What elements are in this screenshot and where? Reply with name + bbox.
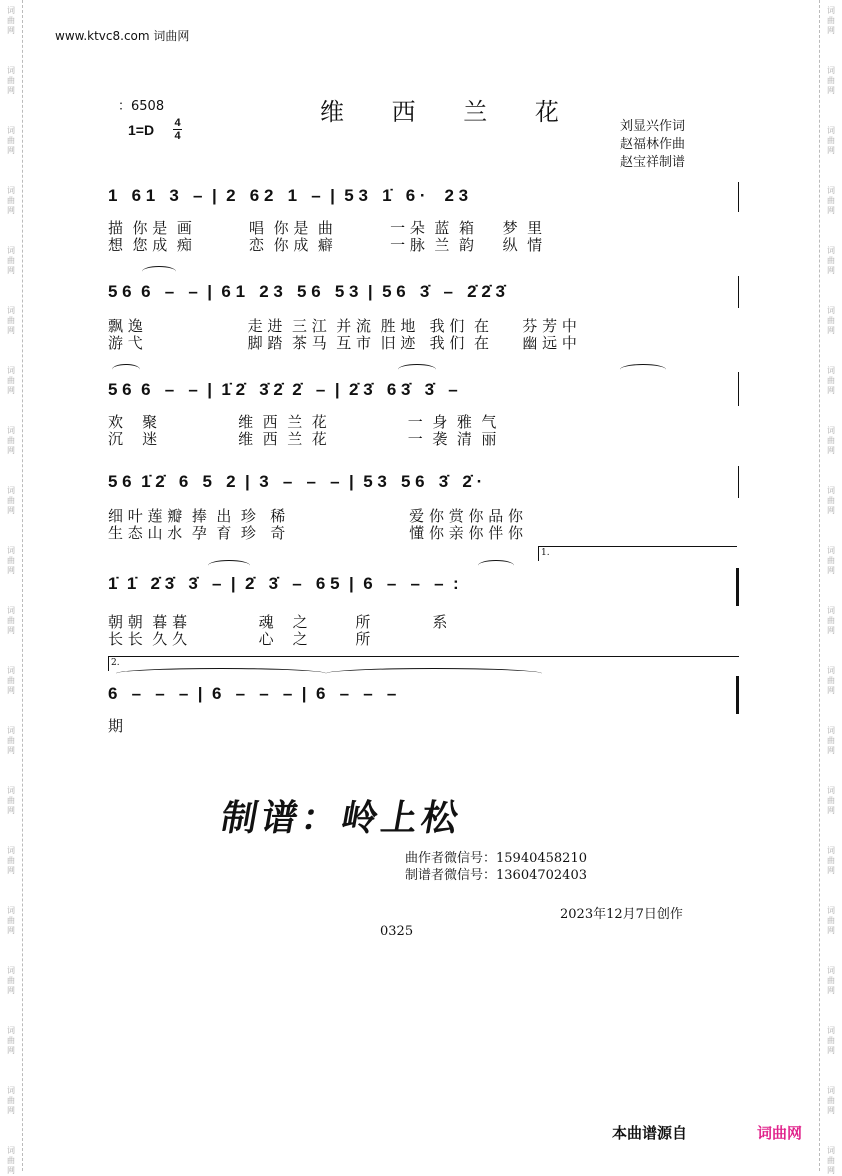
watermark-text: 词 曲 网 xyxy=(827,366,835,395)
key-signature: 1=D xyxy=(128,122,155,138)
watermark-text: 词 曲 网 xyxy=(7,126,15,155)
score-line-4 xyxy=(108,466,741,544)
maker-wechat: 制谱者微信号：13604702403 xyxy=(405,868,587,883)
notation: 1̇ 1̇ 2̇ 3̇ 3̇ – | 2̇ 3̇ – 6 5 | 6 – – – : xyxy=(108,574,459,593)
watermark-text: 词 曲 网 xyxy=(7,606,15,635)
watermark-text: 词 曲 网 xyxy=(827,666,835,695)
watermark-text: 词 曲 网 xyxy=(827,6,835,35)
maker-signature: 制谱：岭上松 xyxy=(217,797,466,839)
watermark-text: 词 曲 网 xyxy=(827,726,835,755)
watermark-text: 词 曲 网 xyxy=(827,246,835,275)
watermark-text: 词 曲 网 xyxy=(7,906,15,935)
tie xyxy=(208,560,250,571)
time-signature-top: 4 xyxy=(174,117,181,129)
watermark-text: 词 曲 网 xyxy=(7,6,15,35)
watermark-text: 词 曲 网 xyxy=(827,606,835,635)
watermark-text: 词 曲 网 xyxy=(7,666,15,695)
watermark-text: 词 曲 网 xyxy=(7,426,15,455)
first-ending-label: 1. xyxy=(541,548,550,558)
notation: 5 6 6 – – | 6 1 2 3 5 6 5 3 | 5 6 3̇ – 2̇ 2̇ 3̇ xyxy=(108,282,505,301)
watermark-text: 词 曲 网 xyxy=(7,546,15,575)
source-site-link[interactable]: 词曲网 xyxy=(757,1124,803,1142)
watermark-text: 词 曲 网 xyxy=(7,366,15,395)
lyrics-verse-2: 想 您 成 痴 恋 你 成 癖 一 脉 兰 韵 纵 情 xyxy=(108,236,543,254)
lyrics-verse-2: 生 态 山 水 孕 育 珍 奇 懂 你 亲 你 伴 你 xyxy=(108,524,524,542)
watermark-text: 词 曲 网 xyxy=(827,426,835,455)
watermark-text: 词 曲 网 xyxy=(827,66,835,95)
watermark-text: 词 曲 网 xyxy=(7,726,15,755)
score-line-5 xyxy=(108,546,741,650)
watermark-text: 词 曲 网 xyxy=(7,846,15,875)
watermark-text: 词 曲 网 xyxy=(827,546,835,575)
watermark-text: 词 曲 网 xyxy=(827,1026,835,1055)
first-ending-bracket xyxy=(538,546,737,561)
barline xyxy=(738,372,739,406)
tie xyxy=(112,364,140,375)
watermark-text: 词 曲 网 xyxy=(827,1086,835,1115)
watermark-text: 词 曲 网 xyxy=(7,1026,15,1055)
score-code: ：6508 xyxy=(118,99,165,114)
final-barline xyxy=(736,676,739,714)
lyricist-credit: 刘显兴作词 xyxy=(620,119,686,134)
right-watermark-strip xyxy=(819,0,842,1175)
watermark-text: 词 曲 网 xyxy=(827,1146,835,1175)
tie xyxy=(620,364,666,375)
tie xyxy=(142,266,176,277)
watermark-text: 词 曲 网 xyxy=(827,126,835,155)
watermark-text: 词 曲 网 xyxy=(7,1086,15,1115)
lyrics-verse-2: 游 弋 脚 踏 茶 马 互 市 旧 迹 我 们 在 幽 远 中 xyxy=(108,334,577,352)
watermark-text: 词 曲 网 xyxy=(827,186,835,215)
watermark-text: 词 曲 网 xyxy=(827,966,835,995)
wechat-info xyxy=(405,850,587,884)
lyrics-verse-1: 飘 逸 走 进 三 江 并 流 胜 地 我 们 在 芬 芳 中 xyxy=(108,317,577,335)
watermark-text: 词 曲 网 xyxy=(7,186,15,215)
lyrics-verse-1: 欢 聚 维 西 兰 花 一 身 雅 气 xyxy=(108,413,497,431)
watermark-text: 词 曲 网 xyxy=(7,1146,15,1175)
score-line-3 xyxy=(108,372,741,450)
creation-date: 2023年12月7日创作 xyxy=(560,907,683,922)
barline xyxy=(738,466,739,498)
second-ending-label: 2. xyxy=(111,658,120,668)
score-line-6 xyxy=(108,656,741,738)
lyrics-verse-1: 细 叶 莲 瓣 捧 出 珍 稀 爱 你 赏 你 品 你 xyxy=(108,507,524,525)
tie xyxy=(478,560,514,571)
tie xyxy=(116,668,326,679)
song-title: 维 西 兰 花 xyxy=(320,98,579,126)
time-signature-bottom: 4 xyxy=(174,130,181,142)
time-signature xyxy=(173,117,182,142)
notation: 6 – – – | 6 – – – | 6 – – – xyxy=(108,684,397,703)
notation: 5 6 1̇ 2̇ 6 5 2 | 3 – – – | 5 3 5 6 3̇ 2̇ · xyxy=(108,472,483,491)
composer-credit: 赵福林作曲 xyxy=(620,137,686,152)
watermark-text: 词 曲 网 xyxy=(7,306,15,335)
watermark-text: 词 曲 网 xyxy=(7,486,15,515)
left-watermark-strip xyxy=(0,0,23,1175)
score-line-2 xyxy=(108,276,741,354)
tie xyxy=(326,668,542,679)
watermark-text: 词 曲 网 xyxy=(827,846,835,875)
lyrics-verse-2: 长 长 久 久 心 之 所 xyxy=(108,630,371,648)
lyrics-verse-2: 沉 迷 维 西 兰 花 一 袭 清 丽 xyxy=(108,430,497,448)
tie xyxy=(398,364,436,375)
notation: 1 6 1 3 – | 2 6 2 1 – | 5 3 1̇ 6 · 2 3 xyxy=(108,186,469,205)
credits xyxy=(620,118,685,172)
barline xyxy=(738,182,739,212)
barline xyxy=(738,276,739,308)
score-number: 0325 xyxy=(380,924,414,939)
repeat-end-barline xyxy=(736,568,739,606)
site-url[interactable]: www.ktvc8.com 词曲网 xyxy=(55,29,190,43)
lyrics-verse-1: 描 你 是 画 唱 你 是 曲 一 朵 蓝 箱 梦 里 xyxy=(108,219,543,237)
notation: 5 6 6 – – | 1̇ 2̇ 3̇ 2̇ 2̇ – | 2̇ 3̇ 6 3̇ 3̇ – xyxy=(108,380,458,399)
watermark-text: 词 曲 网 xyxy=(827,786,835,815)
arranger-credit: 赵宝祥制谱 xyxy=(620,155,686,170)
composer-wechat: 曲作者微信号：15940458210 xyxy=(405,851,587,866)
score-line-1 xyxy=(108,182,741,252)
lyrics-verse-1: 朝 朝 暮 暮 魂 之 所 系 xyxy=(108,613,448,631)
watermark-text: 词 曲 网 xyxy=(827,906,835,935)
source-label: 本曲谱源自 xyxy=(612,1124,688,1142)
lyrics-verse-1: 期 xyxy=(108,717,124,735)
watermark-text: 词 曲 网 xyxy=(7,966,15,995)
watermark-text: 词 曲 网 xyxy=(7,66,15,95)
watermark-text: 词 曲 网 xyxy=(7,246,15,275)
watermark-text: 词 曲 网 xyxy=(7,786,15,815)
watermark-text: 词 曲 网 xyxy=(827,486,835,515)
watermark-text: 词 曲 网 xyxy=(827,306,835,335)
